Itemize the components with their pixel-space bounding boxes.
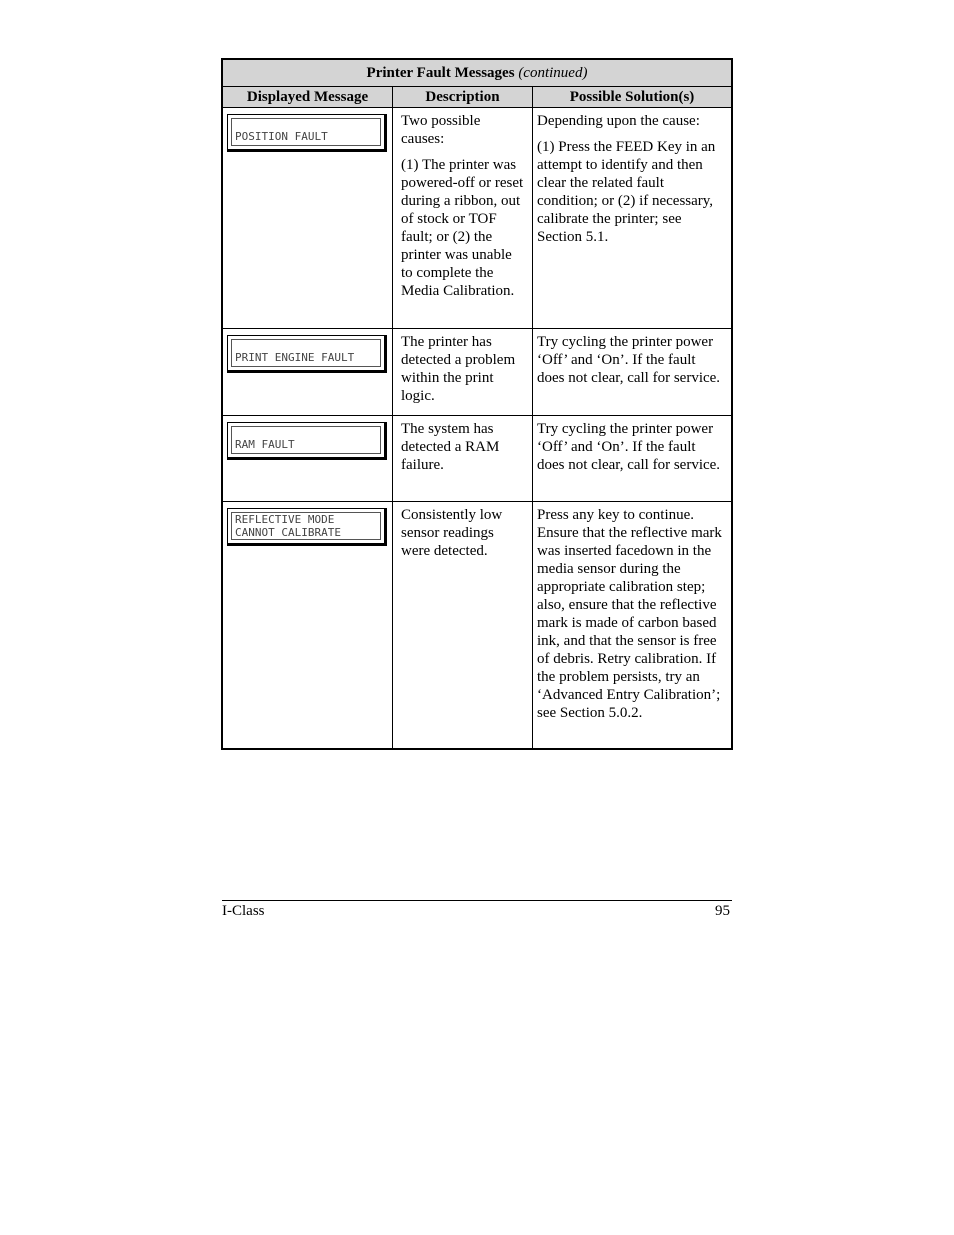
solution-text: Press any key to continue. Ensure that the reflective mark was inserted facedown in the media sensor during the appropriate calibration step; also, ensure that the reflective mark is made of carbon based ink, and that the sensor is free of debris. Retry calibration. If the problem persists, try an ‘Advanced Entry Calibration’; see Section 5.0.2. (537, 507, 722, 721)
table-row (223, 108, 731, 329)
solution-text: (1) Press the FEED Key in an attempt to identify and then clear the related fault condition; or (2) if necessary, calibrate the printer; see Section 5.1. (537, 139, 716, 245)
description-cell (393, 502, 533, 748)
solution-cell (533, 416, 731, 501)
header-possible-solutions: Possible Solution(s) (533, 87, 731, 107)
lcd-line: CANNOT CALIBRATE (235, 526, 341, 539)
footer-page-number: 95 (715, 903, 730, 919)
solution-cell (533, 108, 731, 328)
footer-rule (222, 900, 732, 901)
fault-messages-table (221, 58, 733, 750)
displayed-message-cell (223, 329, 393, 415)
lcd-line: RAM FAULT (235, 438, 295, 451)
lcd-text (231, 339, 381, 367)
table-row (223, 329, 731, 416)
description-text: Two possible causes: (401, 113, 481, 147)
lcd-line: POSITION FAULT (235, 130, 328, 143)
solution-cell (533, 329, 731, 415)
table-title-suffix: (continued) (518, 65, 588, 81)
lcd-text (231, 118, 381, 146)
header-displayed-message: Displayed Message (223, 87, 393, 107)
solution-text: Try cycling the printer power ‘Off’ and ‘On’. If the fault does not clear, call for service. (537, 334, 721, 386)
table-header-row (223, 87, 731, 108)
lcd-text (231, 512, 381, 540)
description-text: The system has detected a RAM failure. (401, 421, 500, 473)
footer-product-name: I-Class (222, 903, 265, 919)
displayed-message-cell (223, 108, 393, 328)
solution-text: Depending upon the cause: (537, 113, 700, 129)
table-title (223, 60, 731, 87)
description-cell (393, 416, 533, 501)
description-text: Consistently low sensor readings were detected. (401, 507, 503, 559)
displayed-message-cell (223, 502, 393, 748)
lcd-text (231, 426, 381, 454)
header-description: Description (393, 87, 533, 107)
description-cell (393, 329, 533, 415)
lcd-line: PRINT ENGINE FAULT (235, 351, 355, 364)
table-title-text: Printer Fault Messages (366, 65, 515, 81)
displayed-message-cell (223, 416, 393, 501)
description-text: The printer has detected a problem within the print logic. (401, 334, 516, 404)
solution-cell (533, 502, 731, 748)
table-row (223, 416, 731, 502)
lcd-display (227, 114, 387, 152)
lcd-line: REFLECTIVE MODE (235, 513, 335, 526)
solution-text: Try cycling the printer power ‘Off’ and ‘On’. If the fault does not clear, call for service. (537, 421, 721, 473)
table-row (223, 502, 731, 748)
description-cell (393, 108, 533, 328)
lcd-display (227, 422, 387, 460)
description-text: (1) The printer was powered-off or reset during a ribbon, out of stock or TOF fault; or (2) the printer was unable to complete the Media Calibration. (401, 157, 524, 299)
lcd-display (227, 508, 387, 546)
lcd-display (227, 335, 387, 373)
